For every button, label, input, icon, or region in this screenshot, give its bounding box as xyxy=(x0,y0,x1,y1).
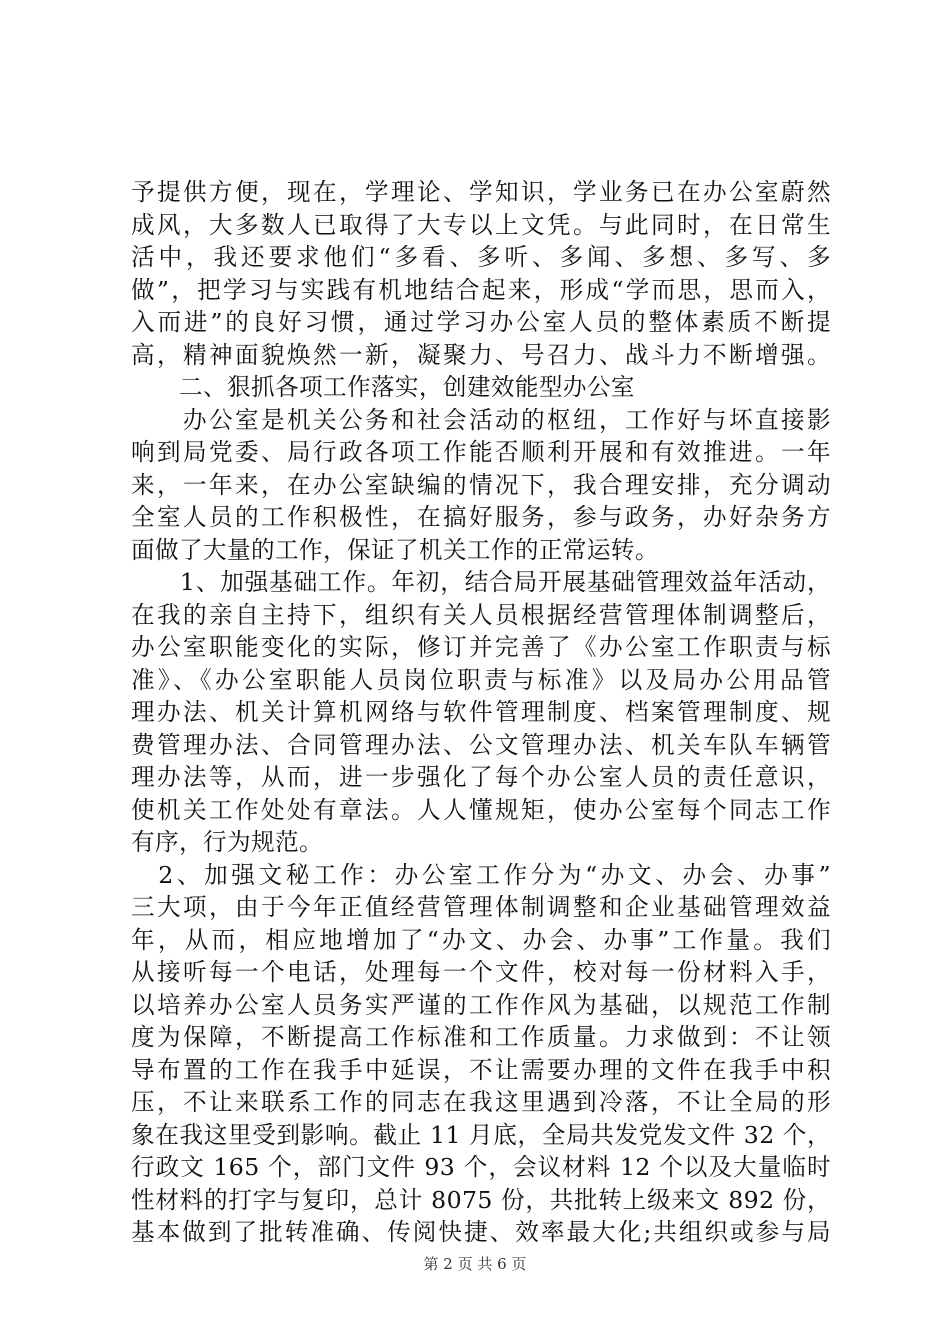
text-line: 压，不让来联系工作的同志在我这里遇到冷落，不让全局的形 xyxy=(131,1088,831,1116)
text-line: 导布置的工作在我手中延误，不让需要办理的文件在我手中积 xyxy=(131,1055,831,1084)
text-line: 活中，我还要求他们“多看、多听、多闻、多想、多写、多 xyxy=(131,243,831,271)
text-line: 成风，大多数人已取得了大专以上文凭。与此同时，在日常生 xyxy=(131,210,831,239)
text-line: 来，一年来，在办公室缺编的情况下，我合理安排，充分调动 xyxy=(131,470,831,499)
text-line: 做”，把学习与实践有机地结合起来，形成“学而思，思而入， xyxy=(131,275,831,304)
text-line: 象在我这里受到影响。截止 11 月底，全局共发党发文件 32 个， xyxy=(131,1120,831,1149)
text-line: 使机关工作处处有章法。人人懂规矩，使办公室每个同志工作 xyxy=(131,795,831,824)
text-line: 费管理办法、合同管理办法、公文管理办法、机关车队车辆管 xyxy=(131,730,831,759)
text-line: 高，精神面貌焕然一新，凝聚力、号召力、战斗力不断增强。 xyxy=(131,340,831,369)
text-line: 1、加强基础工作。年初，结合局开展基础管理效益年活动， xyxy=(131,568,831,596)
text-line: 在我的亲自主持下，组织有关人员根据经营管理体制调整后， xyxy=(131,600,831,629)
text-line: 基本做到了批转准确、传阅快捷、效率最大化;共组织或参与局 xyxy=(131,1218,831,1246)
text-line: 办公室职能变化的实际，修订并完善了《办公室工作职责与标 xyxy=(131,633,831,661)
text-line: 性材料的打字与复印，总计 8075 份，共批转上级来文 892 份， xyxy=(131,1185,831,1214)
text-line: 有序，行为规范。 xyxy=(131,828,323,856)
text-line: 以培养办公室人员务实严谨的工作作风为基础，以规范工作制 xyxy=(131,990,831,1019)
text-line: 入而进”的良好习惯，通过学习办公室人员的整体素质不断提 xyxy=(131,308,831,336)
text-line: 予提供方便，现在，学理论、学知识，学业务已在办公室蔚然 xyxy=(131,178,831,206)
text-line: 从接听每一个电话，处理每一个文件，校对每一份材料入手， xyxy=(131,958,831,986)
text-line: 理办法、机关计算机网络与软件管理制度、档案管理制度、规 xyxy=(131,698,831,726)
page-number-footer: 第 2 页 共 6 页 xyxy=(423,1255,527,1273)
text-line: 度为保障，不断提高工作标准和工作质量。力求做到：不让领 xyxy=(131,1023,831,1051)
text-line: 2、加强文秘工作：办公室工作分为“办文、办会、办事” xyxy=(131,860,831,889)
section-heading: 二、狠抓各项工作落实，创建效能型办公室 xyxy=(131,373,635,401)
text-line: 全室人员的工作积极性，在搞好服务，参与政务，办好杂务方 xyxy=(131,503,831,531)
text-line: 年，从而，相应地增加了“办文、办会、办事”工作量。我们 xyxy=(131,925,831,954)
text-line: 面做了大量的工作，保证了机关工作的正常运转。 xyxy=(131,535,659,564)
text-line: 理办法等，从而，进一步强化了每个办公室人员的责任意识， xyxy=(131,763,831,791)
text-line: 办公室是机关公务和社会活动的枢纽，工作好与坏直接影 xyxy=(131,405,831,434)
text-line: 行政文 165 个，部门文件 93 个，会议材料 12 个以及大量临时 xyxy=(131,1153,831,1181)
text-line: 三大项，由于今年正值经营管理体制调整和企业基础管理效益 xyxy=(131,893,831,921)
text-line: 响到局党委、局行政各项工作能否顺利开展和有效推进。一年 xyxy=(131,438,831,466)
text-line: 准》、《办公室职能人员岗位职责与标准》以及局办公用品管 xyxy=(131,665,831,694)
document-body xyxy=(131,176,831,1249)
